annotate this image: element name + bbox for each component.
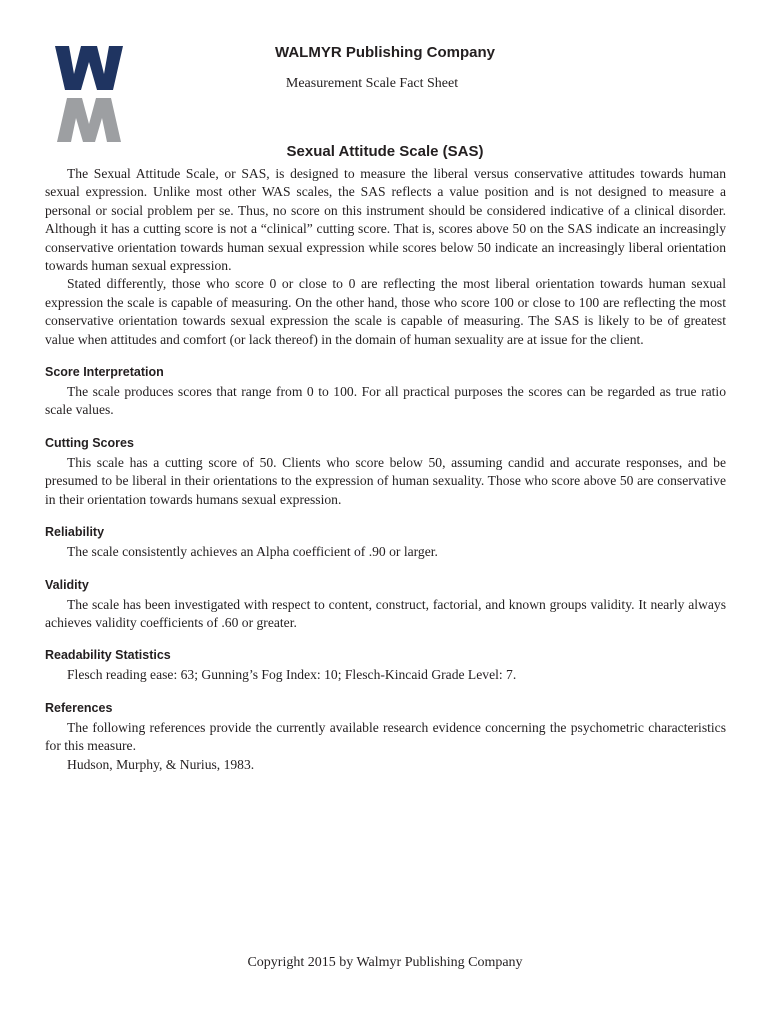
score-interpretation-text: The scale produces scores that range from 0 to 100. For all practical purposes the scores can be regarded as true ratio scale values. xyxy=(45,384,726,418)
intro-paragraph: The Sexual Attitude Scale, or SAS, is designed to measure the liberal versus conservative attitudes towards human sexual expression. Unlike most other WAS scales, the SAS reflects a value position and is not designed to measure a personal or social problem per se. Thus, no score on this instrument should be considered indicative of a clinical disorder. Although it has a cutting score is not a “clinical” cutting score. That is, scores above 50 on the SAS indicate an increasingly conservative orientation towards human sexual expression while scores below 50 indicate an increasingly liberal orientation towards human sexual expression. xyxy=(45,166,726,274)
section-heading-score-interpretation: Score Interpretation xyxy=(45,365,164,380)
document-subtitle: Measurement Scale Fact Sheet xyxy=(285,76,459,91)
copyright-footer: Copyright 2015 by Walmyr Publishing Company xyxy=(247,955,523,970)
reliability-text: The scale consistently achieves an Alpha coefficient of .90 or larger. xyxy=(67,544,438,560)
company-name: WALMYR Publishing Company xyxy=(275,44,495,61)
references-text: The following references provide the currently available research evidence concerning the psychometric characteristics for this measure. xyxy=(45,719,726,754)
section-heading-readability: Readability Statistics xyxy=(45,648,171,663)
section-heading-reliability: Reliability xyxy=(45,525,105,540)
cutting-scores-text: This scale has a cutting score of 50. Clients who score below 50, assuming candid and accurate responses, and be presumed to be liberal in their orientations to the expression of human sexuality. Those who score above 50 are conservative in their orientation towards humans sexual expression. xyxy=(45,454,726,507)
intro-paragraph: Stated differently, those who score 0 or close to 0 are reflecting the most liberal orientation towards human sexual expression the scale is capable of measuring. On the other hand, those who score 100 or close to 100 are reflecting the most conservative orientation towards sexual expression the scale is capable of measuring. The SAS is likely to be of greatest value when attitudes and comfort (or lack thereof) in the domain of human sexuality are at issue for the client. xyxy=(45,276,726,347)
reference-citation: Hudson, Murphy, & Nurius, 1983. xyxy=(67,756,255,772)
section-heading-references: References xyxy=(45,700,113,715)
section-heading-cutting-scores: Cutting Scores xyxy=(45,435,134,450)
readability-text: Flesch reading ease: 63; Gunning’s Fog Index: 10; Flesch-Kincaid Grade Level: 7. xyxy=(67,667,517,683)
scale-title: Sexual Attitude Scale (SAS) xyxy=(286,143,484,160)
fact-sheet-body xyxy=(45,165,726,774)
section-heading-validity: Validity xyxy=(45,577,89,592)
validity-text: The scale has been investigated with respect to content, construct, factorial, and known groups validity. It nearly always achieves validity coefficients of .60 or greater. xyxy=(45,596,726,630)
